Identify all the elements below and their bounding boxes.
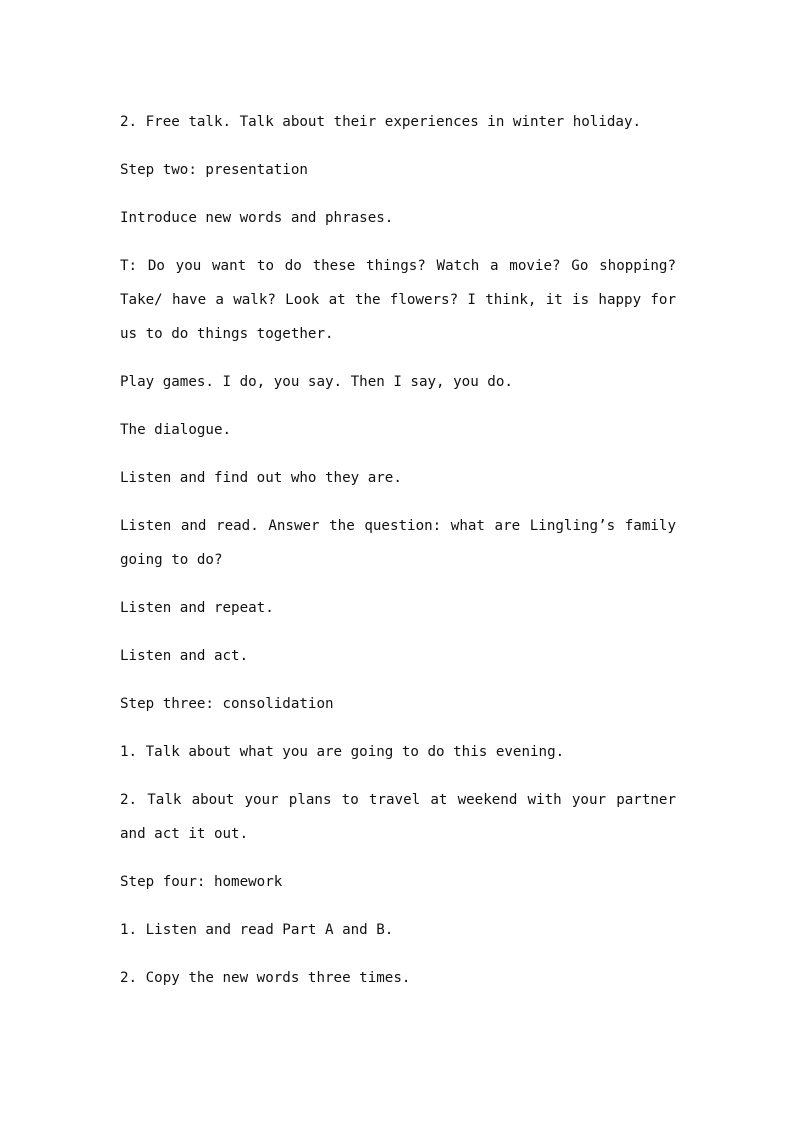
heading-step-three: Step three: consolidation bbox=[120, 696, 334, 712]
heading-step-four: Step four: homework bbox=[120, 874, 283, 890]
paragraph-listen-act: Listen and act. bbox=[120, 648, 249, 664]
paragraph-talk-evening: 1. Talk about what you are going to do this evening. bbox=[120, 744, 565, 760]
paragraph-talk-travel: 2. Talk about your plans to travel at weekend with your partner and act it out. bbox=[120, 792, 676, 842]
paragraph-dialogue: The dialogue. bbox=[120, 422, 232, 438]
paragraph-play-games: Play games. I do, you say. Then I say, you do. bbox=[120, 374, 513, 390]
paragraph-listen-read: Listen and read. Answer the question: what are Lingling’s family going to do? bbox=[120, 518, 676, 568]
paragraph-homework-copy: 2. Copy the new words three times. bbox=[120, 970, 411, 986]
paragraph-introduce-words: Introduce new words and phrases. bbox=[120, 210, 394, 226]
paragraph-free-talk: 2. Free talk. Talk about their experiences in winter holiday. bbox=[120, 114, 642, 130]
paragraph-listen-repeat: Listen and repeat. bbox=[120, 600, 274, 616]
heading-step-two: Step two: presentation bbox=[120, 162, 308, 178]
paragraph-teacher-questions: T: Do you want to do these things? Watch a movie? Go shopping? Take/ have a walk? Look at the flowers? I think, it is happy for us to do things together. bbox=[120, 258, 676, 342]
paragraph-listen-find: Listen and find out who they are. bbox=[120, 470, 402, 486]
paragraph-homework-read: 1. Listen and read Part A and B. bbox=[120, 922, 394, 938]
document-body bbox=[120, 105, 676, 1009]
